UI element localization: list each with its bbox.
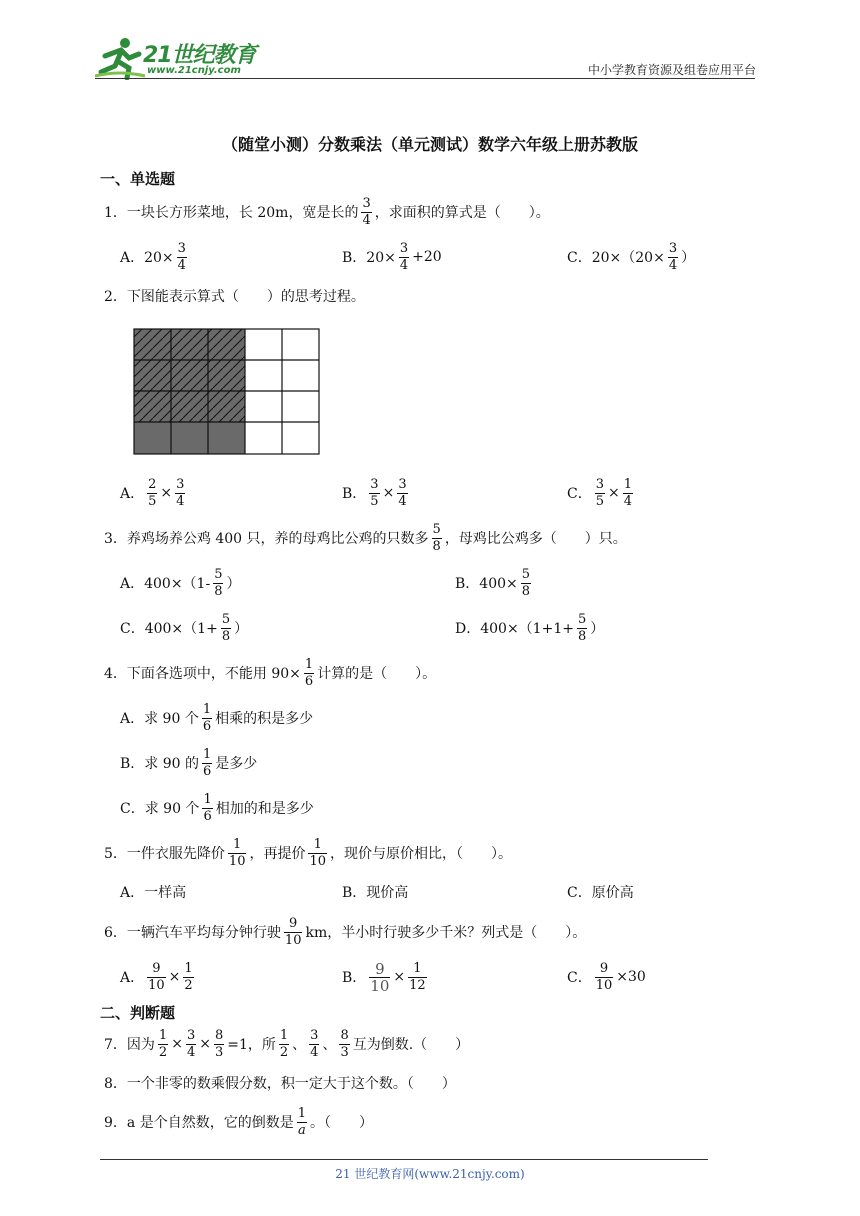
question-4: 4．下面各选项中，不能用 90× $\frac{1}{6}$ 计算的是（ ）。	[104, 656, 437, 689]
fraction-grid-diagram	[133, 328, 323, 458]
question-7: 7．因为 $\frac{1}{2}$ × $\frac{3}{4}$ × $\frac{8}{3}$ =1，所 $\frac{1}{2}$ 、 $\frac{3}{4}$ 、 $\frac{8}{3}$ 互为倒数.（ ）	[104, 1027, 470, 1060]
section-heading-true-false: 二、判断题	[100, 1004, 176, 1022]
footer-text: 21 世纪教育网(www.21cnjy.com)	[335, 1167, 525, 1181]
q2-option-b[interactable]: B． $\frac{3}{5}$ × $\frac{3}{4}$	[342, 476, 407, 509]
q2-option-c[interactable]: C． $\frac{3}{5}$ × $\frac{1}{4}$	[567, 476, 633, 509]
runner-logo-icon	[95, 36, 147, 80]
q2-option-a[interactable]: A． $\frac{2}{5}$ × $\frac{3}{4}$	[120, 476, 185, 509]
question-8: 8．一个非零的数乘假分数，积一定大于这个数。（ ）	[104, 1076, 456, 1092]
q4-option-a[interactable]: A．求 90 个 $\frac{1}{6}$ 相乘的积是多少	[120, 701, 314, 734]
logo-text: 21世纪教育	[143, 43, 256, 68]
q4-option-c[interactable]: C．求 90 个 $\frac{1}{6}$ 相加的和是多少	[120, 791, 314, 824]
section-heading-single-choice: 一、单选题	[100, 170, 176, 188]
q3-option-b[interactable]: B．400× $\frac{5}{8}$	[455, 566, 531, 599]
footer-rule	[100, 1159, 708, 1160]
q1-option-c[interactable]: C．20×（20× $\frac{3}{4}$ ）	[567, 240, 696, 273]
q1-option-a[interactable]: A．20× $\frac{3}{4}$	[120, 240, 186, 273]
question-5: 5．一件衣服先降价 $\frac{1}{10}$ ，再提价 $\frac{1}{10}$ ，现价与原价相比，（ ）。	[104, 836, 513, 869]
q5-option-c[interactable]: C．原价高	[567, 885, 634, 901]
question-1: 1．一块长方形菜地，长 20m，宽是长的 $\frac{3}{4}$ ，求面积的算式是（ ）。	[104, 195, 550, 228]
q6-option-c[interactable]: C． $\frac{9}{10}$ ×30	[567, 960, 646, 993]
question-6: 6．一辆汽车平均每分钟行驶 $\frac{9}{10}$ km，半小时行驶多少千米？列式是（ ）。	[104, 915, 587, 948]
fraction: $\frac{3}{4}$	[362, 195, 371, 228]
q3-option-c[interactable]: C．400×（1+ $\frac{5}{8}$ ）	[120, 611, 249, 644]
question-3: 3．养鸡场养公鸡 400 只，养的母鸡比公鸡的只数多 $\frac{5}{8}$ ，母鸡比公鸡多（ ）只。	[104, 521, 627, 554]
q6-option-b[interactable]: B． $\frac{9}{10}$ × $\frac{1}{12}$	[342, 959, 426, 995]
header-rule	[95, 78, 755, 79]
header-right-text: 中小学教育资源及组卷应用平台	[587, 63, 756, 77]
q5-option-a[interactable]: A．一样高	[120, 885, 187, 901]
q5-option-b[interactable]: B．现价高	[342, 885, 409, 901]
question-9: 9．a 是个自然数，它的倒数是 $\frac{1}{a}$ 。（ ）	[104, 1105, 373, 1138]
page-title: （随堂小测）分数乘法（单元测试）数学六年级上册苏教版	[221, 135, 638, 154]
q6-option-a[interactable]: A． $\frac{9}{10}$ × $\frac{1}{2}$	[120, 960, 193, 993]
q1-option-b[interactable]: B．20× $\frac{3}{4}$ +20	[342, 240, 442, 273]
q3-option-d[interactable]: D．400×（1+1+ $\frac{5}{8}$ ）	[455, 611, 605, 644]
logo	[95, 36, 260, 80]
q3-option-a[interactable]: A．400×（1- $\frac{5}{8}$ ）	[120, 566, 241, 599]
q4-option-b[interactable]: B．求 90 的 $\frac{1}{6}$ 是多少	[120, 746, 258, 779]
logo-url: www.21cnjy.com	[147, 65, 241, 76]
question-2: 2．下图能表示算式（ ）的思考过程。	[104, 289, 365, 305]
